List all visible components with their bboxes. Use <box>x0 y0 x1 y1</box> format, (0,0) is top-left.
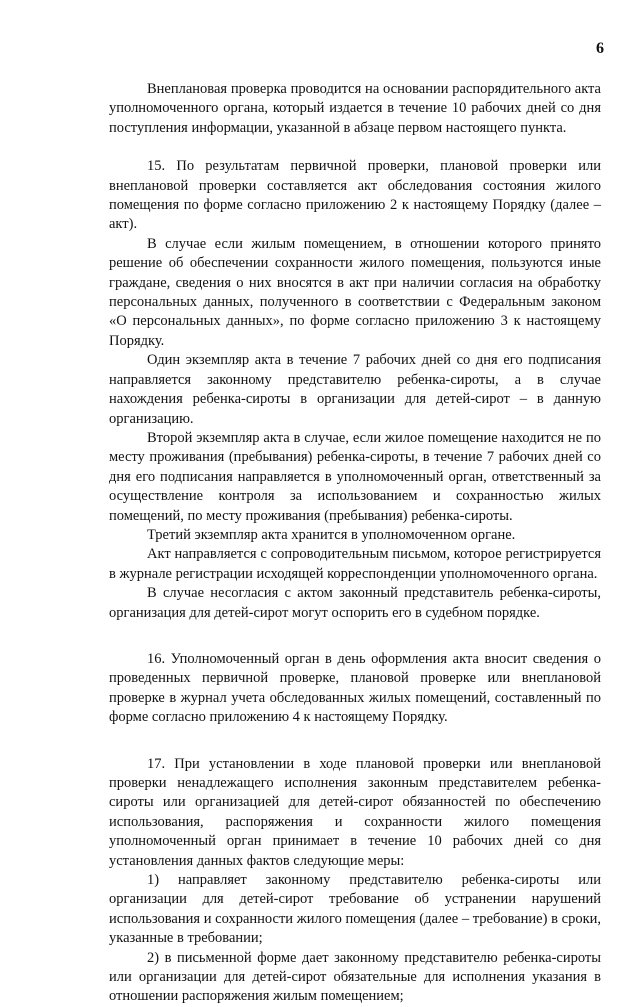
paragraph: 1) направляет законному представителю ребенка-сироты или организации для детей-сирот требование об устранении нарушений использования и сохранности жилого помещения (далее – требование) в сроки, указанные в требовании; <box>109 872 601 947</box>
paragraph: 15. По результатам первичной проверки, плановой проверки или внеплановой проверки составляется акт обследования состояния жилого помещения по форме согласно приложению 2 к настоящему Порядку (далее – акт). <box>109 158 601 233</box>
paragraph: Внеплановая проверка проводится на основании распорядительного акта уполномоченного органа, который издается в течение 10 рабочих дней со дня поступления информации, указанной в абзаце первом настоящего пункта. <box>109 81 601 136</box>
paragraph-spacer <box>109 623 601 650</box>
paragraph: Акт направляется с сопроводительным письмом, которое регистрируется в журнале регистрации исходящей корреспонденции уполномоченного органа. <box>109 546 601 582</box>
paragraph: 16. Уполномоченный орган в день оформления акта вносит сведения о проведенных первичной проверке, плановой проверке или внеплановой проверке в журнал учета обследованных жилых помещений, составленный по форме согласно приложению 4 к настоящему Порядку. <box>109 650 601 726</box>
document-body <box>109 80 601 1007</box>
paragraph: В случае несогласия с актом законный представитель ребенка-сироты, организация для детей-сирот могут оспорить его в судебном порядке. <box>109 585 601 621</box>
paragraph-spacer <box>109 728 601 755</box>
page-number: 6 <box>596 40 604 57</box>
paragraph: Третий экземпляр акта хранится в уполномоченном органе. <box>147 526 516 543</box>
paragraph: Второй экземпляр акта в случае, если жилое помещение находится не по месту проживания (пребывания) ребенка-сироты, в течение 7 рабочих дней со дня его подписания направляется в уполномоченный орган, ответственный за осуществление контроля за использованием и сохранностью жилых помещений, по месту проживания (пребывания) ребенка-сироты. <box>109 429 601 524</box>
paragraph: Один экземпляр акта в течение 7 рабочих дней со дня его подписания направляется законному представителю ребенка-сироты, а в случае нахождения ребенка-сироты в организации для детей-сирот – в данную организацию. <box>109 352 601 427</box>
paragraph: 2) в письменной форме дает законному представителю ребенка-сироты или организации для детей-сирот обязательные для исполнения указания в отношении распоряжения жилым помещением; <box>109 949 601 1005</box>
paragraph-spacer <box>109 138 601 157</box>
paragraph: В случае если жилым помещением, в отношении которого принято решение об обеспечении сохранности жилого помещения, пользуются иные граждане, сведения о них вносятся в акт при наличии согласия на обработку персональных данных, полученного в соответствии с Федеральным законом «О персональных данных», по форме согласно приложению 3 к настоящему Порядку. <box>109 235 601 349</box>
paragraph: 17. При установлении в ходе плановой проверки или внеплановой проверки ненадлежащего исполнения законным представителем ребенка-сироты или организацией для детей-сирот обязанностей по обеспечению использования, распоряжения и сохранности жилого помещения уполномоченный орган принимает в течение 10 рабочих дней со дня установления данных фактов следующие меры: <box>109 755 601 869</box>
